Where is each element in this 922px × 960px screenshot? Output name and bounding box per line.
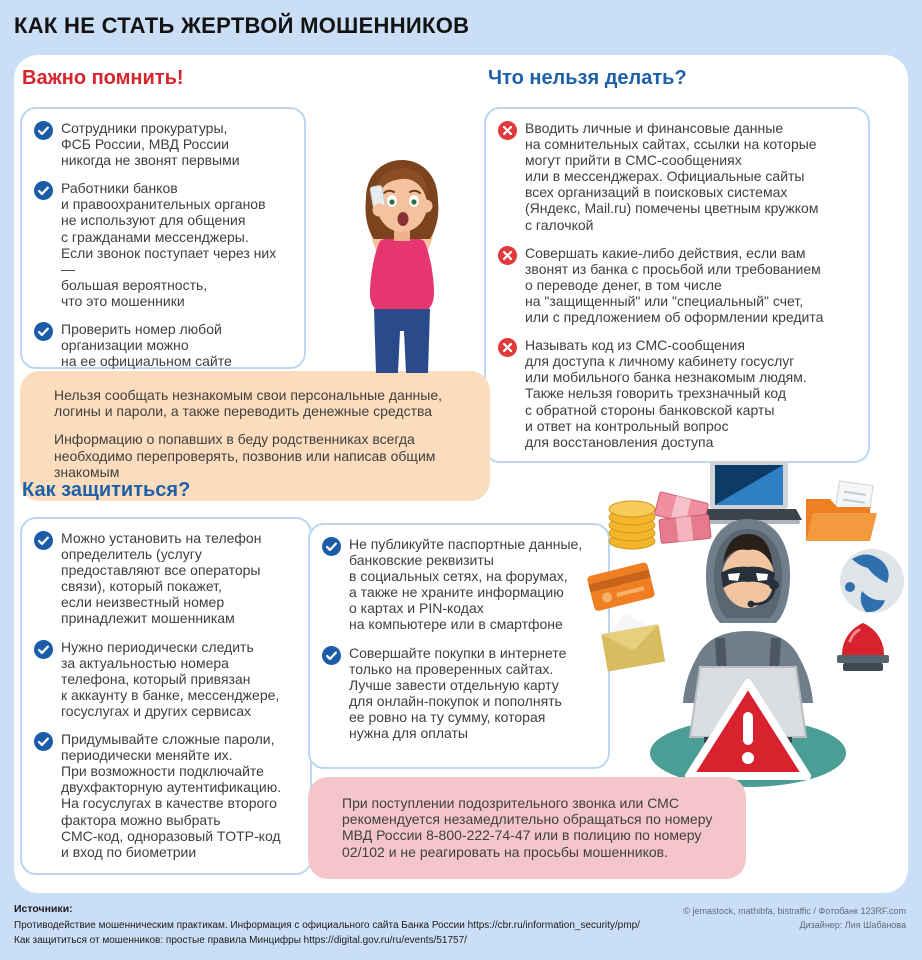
bullet-text: Вводить личные и финансовые данные на сомнительных сайтах, ссылки на которые могут прийти в СМС-сообщениях или в мессенджерах. Официальные сайты всех организаций в поисковых системах (Яндекс, Mail.ru) помечены цветным кружком с галочкой [525, 120, 819, 233]
list-item [34, 530, 300, 627]
check-icon [34, 121, 53, 140]
globe-icon [840, 549, 904, 613]
warning-paragraph: Нельзя сообщать незнакомым свои персональные данные, логины и пароли, а также переводить денежные средства [54, 387, 443, 420]
check-icon [34, 732, 53, 751]
woman-torso [370, 236, 434, 317]
credit-line: © jemastock, mathibfa, bistraffic / Фотобанк 123RF.com [683, 906, 906, 916]
sources-label: Источники: [14, 903, 73, 915]
list-item [498, 120, 858, 233]
cross-icon [498, 246, 517, 265]
bullet-text: Проверить номер любой организации можно на ее официальном сайте [61, 321, 232, 370]
section-heading-dont: Что нельзя делать? [488, 67, 687, 89]
card-dont [484, 107, 870, 463]
woman-jeans [374, 309, 430, 373]
check-icon [34, 640, 53, 659]
bullet-text: Не публикуйте паспортные данные, банковские реквизиты в социальных сетях, на форумах, а также не храните информацию о картах и PIN-кодах на компьютере или в смартфоне [349, 536, 583, 633]
list-item [34, 639, 300, 719]
credits-block [683, 905, 906, 933]
woman-phone-illustration [322, 149, 482, 373]
siren-icon [837, 623, 889, 671]
page-title: КАК НЕ СТАТЬ ЖЕРТВОЙ МОШЕННИКОВ [14, 13, 470, 38]
check-icon [34, 181, 53, 200]
bullet-text: Работники банков и правоохранительных органов не используют для общения с гражданами мессенджеры. Если звонок поступает через них — большая вероятность, что это мошенники [61, 180, 277, 309]
bullet-text: Придумывайте сложные пароли, периодически меняйте их. При возможности подключайте двухфакторную аутентификацию. На госуслугах в качестве второго фактора можно выбрать СМС-код, одноразовый TOTP-код и вход по биометрии [61, 731, 282, 860]
check-icon [322, 646, 341, 665]
list-item [34, 180, 294, 309]
source-line: Как защититься от мошенников: простые правила Минцифры https://digital.gov.ru/ru/events/51757/ [14, 934, 467, 946]
money-icon [609, 492, 711, 549]
source-line: Противодействие мошенническим практикам. Информация с официального сайта Банка России https://cbr.ru/information_security/pmp/ [14, 919, 640, 931]
list-item [34, 731, 300, 860]
envelope-icon [599, 608, 665, 671]
warning-paragraph: Информацию о попавших в беду родственниках всегда необходимо перепроверять, позвонив или написав общим знакомым [54, 431, 436, 480]
list-item [322, 645, 598, 742]
card-remember [20, 107, 306, 369]
list-item [498, 337, 858, 450]
laptop-icon [696, 461, 802, 524]
check-icon [34, 531, 53, 550]
coins-icon [609, 501, 655, 549]
footer [0, 893, 922, 960]
cross-icon [498, 121, 517, 140]
card-protect-left [20, 517, 312, 875]
check-icon [322, 537, 341, 556]
bullet-text: Называть код из СМС-сообщения для доступа к личному кабинету госуслуг или мобильного банка незнакомым людям. Также нельзя говорить трехзначный код с обратной стороны банковской карты и ответ на контрольный вопрос для восстановления доступа [525, 337, 807, 450]
bullet-text: Сотрудники прокуратуры, ФСБ России, МВД России никогда не звонят первыми [61, 120, 240, 169]
alert-box: При поступлении подозрительного звонка или СМС рекомендуется незамедлительно обращаться по номеру МВД России 8-800-222-74-47 или в полицию по номеру 02/102 и не реагировать на просьбы мошенников. [308, 777, 746, 879]
folder-icon [806, 481, 877, 541]
cross-icon [498, 338, 517, 357]
content-panel [14, 55, 908, 893]
credit-line: Дизайнер: Лия Шабанова [799, 919, 906, 930]
sources-block [14, 902, 640, 948]
credit-card-icon [587, 562, 656, 612]
list-item [34, 321, 294, 369]
check-icon [34, 322, 53, 341]
section-heading-protect: Как защититься? [22, 479, 191, 501]
list-item [498, 245, 858, 325]
hacker-illustration [580, 441, 910, 793]
bullet-text: Нужно периодически следить за актуальностью номера телефона, который привязан к аккаунту в банке, мессенджере, госуслугах и других сервисах [61, 638, 280, 719]
bullet-text: Совершать какие-либо действия, если вам звонят из банка с просьбой или требованием о переводе денег, в том числе на "защищенный" или "специальный" счет, или с предложением об оформлении кредита [525, 244, 824, 326]
section-heading-remember: Важно помнить! [22, 67, 184, 89]
bullet-text: Можно установить на телефон определитель (услугу предоставляют все операторы связи), который покажет, если неизвестный номер принадлежит мошенникам [61, 530, 262, 627]
bullet-text: Совершайте покупки в интернете только на проверенных сайтах. Лучше завести отдельную карту для онлайн-покупок и пополнять ее ровно на ту сумму, которая нужна для оплаты [349, 644, 567, 742]
list-item [322, 536, 598, 633]
card-protect-middle [308, 523, 610, 769]
list-item [34, 120, 294, 168]
